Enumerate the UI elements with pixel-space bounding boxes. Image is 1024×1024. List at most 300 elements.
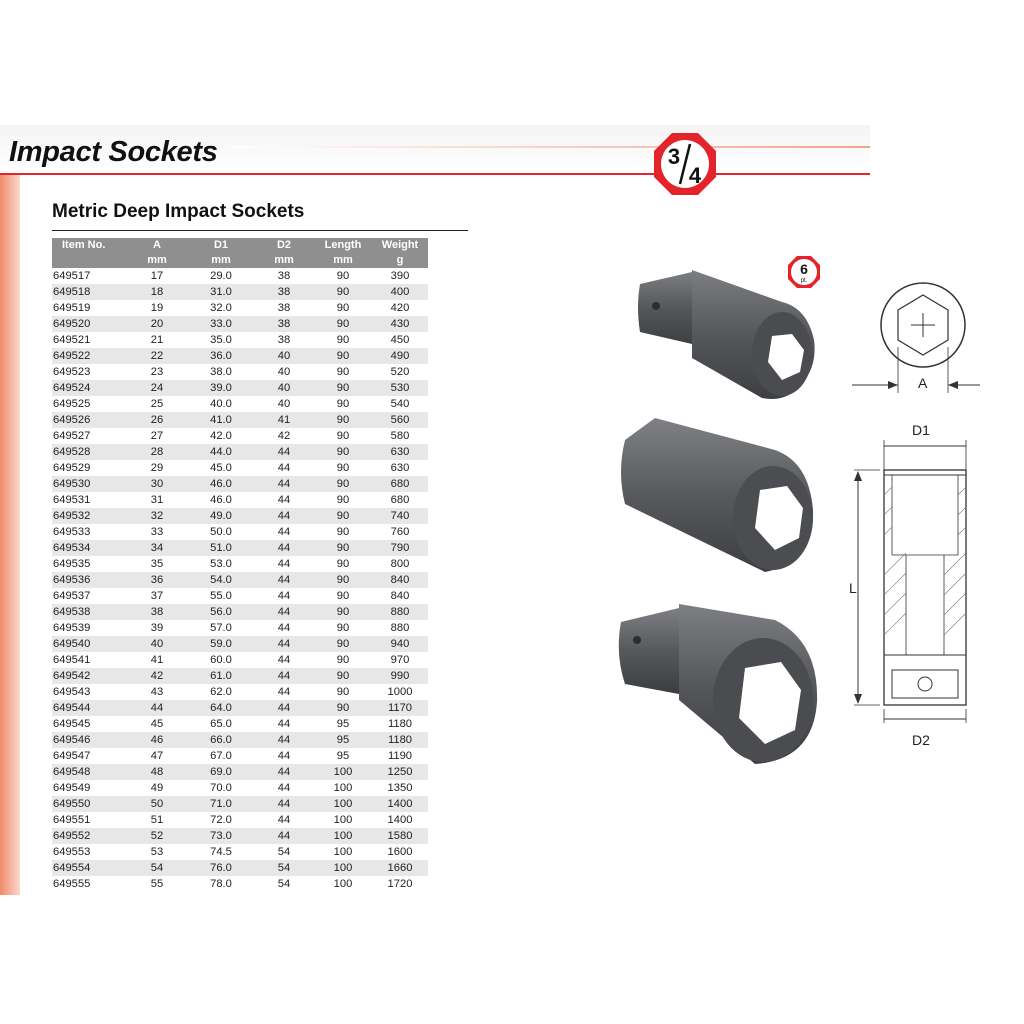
table-cell: 420	[390, 302, 410, 314]
table-cell: 44	[277, 622, 291, 634]
six-point-value: 6	[800, 261, 808, 277]
table-cell: 40	[254, 380, 314, 396]
table-cell: 56.0	[188, 604, 254, 620]
table-cell: 649530	[52, 476, 126, 492]
table-cell: 100	[333, 782, 353, 794]
left-edge-band	[0, 175, 20, 895]
table-cell: 44	[277, 686, 291, 698]
table-cell: 90	[336, 398, 350, 410]
table-row	[52, 396, 428, 412]
table-cell: 649555	[53, 878, 91, 890]
table-cell: 90	[336, 462, 350, 474]
table-cell: 520	[390, 366, 410, 378]
table-cell: 649533	[53, 526, 91, 538]
table-cell: 44	[254, 476, 314, 492]
table-cell: 44	[277, 654, 291, 666]
table-row	[52, 668, 428, 684]
dim-label-d2: D2	[912, 732, 930, 748]
table-cell: 100	[314, 764, 372, 780]
table-cell: 90	[336, 654, 350, 666]
col-unit-d2: mm	[254, 253, 314, 268]
table-cell: 90	[314, 668, 372, 684]
table-cell: 38	[126, 604, 188, 620]
table-cell: 44	[254, 700, 314, 716]
table-cell: 1720	[387, 878, 413, 890]
table-cell: 41	[254, 412, 314, 428]
table-cell: 90	[314, 284, 372, 300]
table-cell: 76.0	[188, 860, 254, 876]
table-cell: 100	[314, 828, 372, 844]
table-cell: 1000	[387, 686, 413, 698]
table-row	[52, 492, 428, 508]
table-cell: 39.0	[188, 380, 254, 396]
table-cell: 18	[126, 284, 188, 300]
table-cell: 22	[126, 348, 188, 364]
table-cell: 649549	[53, 782, 91, 794]
col-unit-weight: g	[372, 253, 428, 268]
table-cell: 95	[314, 732, 372, 748]
table-cell: 50	[126, 796, 188, 812]
table-cell: 90	[336, 430, 350, 442]
table-cell: 1660	[372, 860, 428, 876]
header-fade-rule	[230, 146, 870, 148]
table-header-row	[52, 238, 428, 253]
spec-table	[52, 238, 428, 892]
table-cell: 680	[372, 476, 428, 492]
table-cell: 57.0	[210, 622, 232, 634]
table-cell: 580	[390, 430, 410, 442]
table-cell: 49.0	[188, 508, 254, 524]
table-row	[52, 524, 428, 540]
table-cell: 100	[333, 878, 353, 890]
table-row	[52, 636, 428, 652]
table-cell: 62.0	[210, 686, 232, 698]
table-cell: 36.0	[188, 348, 254, 364]
table-cell: 630	[372, 444, 428, 460]
table-cell: 649541	[53, 654, 91, 666]
table-row	[52, 812, 428, 828]
table-row	[52, 412, 428, 428]
table-cell: 55.0	[210, 590, 232, 602]
table-cell: 90	[314, 636, 372, 652]
table-cell: 649527	[53, 430, 91, 442]
table-cell: 649520	[52, 316, 126, 332]
table-cell: 38	[277, 270, 291, 282]
table-cell: 78.0	[210, 878, 232, 890]
table-cell: 33.0	[188, 316, 254, 332]
table-cell: 24	[126, 380, 188, 396]
table-cell: 44	[254, 732, 314, 748]
table-cell: 44.0	[188, 444, 254, 460]
section-title: Metric Deep Impact Sockets	[52, 201, 305, 222]
table-cell: 54	[254, 860, 314, 876]
six-point-unit: pt.	[800, 278, 808, 284]
table-cell: 649542	[52, 668, 126, 684]
table-cell: 44	[277, 526, 291, 538]
table-cell: 44	[254, 604, 314, 620]
table-cell: 90	[336, 270, 350, 282]
table-cell: 90	[314, 412, 372, 428]
col-header-d2: D2	[254, 238, 314, 253]
table-cell: 41.0	[188, 412, 254, 428]
table-row	[52, 716, 428, 732]
table-cell: 649534	[52, 540, 126, 556]
table-cell: 74.5	[210, 846, 232, 858]
table-cell: 73.0	[188, 828, 254, 844]
table-cell: 1180	[372, 732, 428, 748]
table-cell: 46.0	[210, 494, 232, 506]
table-cell: 46	[126, 732, 188, 748]
table-row	[52, 588, 428, 604]
table-cell: 649529	[53, 462, 91, 474]
table-cell: 649518	[52, 284, 126, 300]
table-cell: 44	[254, 540, 314, 556]
table-cell: 649543	[53, 686, 91, 698]
table-cell: 649551	[53, 814, 91, 826]
table-cell: 32.0	[210, 302, 232, 314]
socket-photo-large	[615, 592, 825, 767]
table-row	[52, 796, 428, 812]
table-cell: 44	[277, 782, 291, 794]
drive-badge-denominator: 4	[688, 163, 702, 188]
table-cell: 60.0	[210, 654, 232, 666]
table-cell: 44	[126, 700, 188, 716]
table-cell: 1170	[372, 700, 428, 716]
table-cell: 649536	[52, 572, 126, 588]
table-cell: 20	[126, 316, 188, 332]
table-cell: 880	[372, 604, 428, 620]
table-row	[52, 604, 428, 620]
col-unit-d1: mm	[188, 253, 254, 268]
table-row	[52, 748, 428, 764]
table-cell: 990	[372, 668, 428, 684]
table-cell: 44	[277, 558, 291, 570]
table-row	[52, 572, 428, 588]
table-cell: 21	[150, 334, 164, 346]
table-cell: 33	[150, 526, 164, 538]
table-cell: 760	[390, 526, 410, 538]
col-header-item-no: Item No.	[52, 238, 126, 253]
table-row	[52, 860, 428, 876]
table-cell: 44	[254, 828, 314, 844]
table-cell: 800	[390, 558, 410, 570]
table-cell: 649547	[53, 750, 91, 762]
table-cell: 95	[336, 750, 350, 762]
table-cell: 54	[126, 860, 188, 876]
table-cell: 35.0	[210, 334, 232, 346]
table-cell: 1400	[372, 796, 428, 812]
table-row	[52, 700, 428, 716]
table-cell: 59.0	[188, 636, 254, 652]
table-row	[52, 332, 428, 348]
header-red-rule	[0, 173, 870, 175]
table-row	[52, 732, 428, 748]
table-cell: 940	[372, 636, 428, 652]
table-cell: 649522	[52, 348, 126, 364]
table-cell: 649532	[52, 508, 126, 524]
table-cell: 25	[150, 398, 164, 410]
table-row	[52, 508, 428, 524]
col-header-weight: Weight	[372, 238, 428, 253]
table-cell: 649531	[53, 494, 91, 506]
table-cell: 90	[314, 700, 372, 716]
table-cell: 649526	[52, 412, 126, 428]
table-cell: 70.0	[210, 782, 232, 794]
table-cell: 71.0	[188, 796, 254, 812]
table-cell: 649523	[53, 366, 91, 378]
table-cell: 90	[314, 540, 372, 556]
table-row	[52, 284, 428, 300]
table-cell: 67.0	[210, 750, 232, 762]
table-cell: 54.0	[188, 572, 254, 588]
table-cell: 69.0	[188, 764, 254, 780]
table-cell: 29.0	[210, 270, 232, 282]
table-cell: 100	[314, 860, 372, 876]
table-cell: 45.0	[210, 462, 232, 474]
table-cell: 44	[277, 750, 291, 762]
table-cell: 66.0	[188, 732, 254, 748]
col-unit-length: mm	[314, 253, 372, 268]
table-cell: 46.0	[188, 476, 254, 492]
table-row	[52, 876, 428, 892]
drive-badge-numerator: 3	[667, 144, 681, 169]
table-cell: 400	[372, 284, 428, 300]
table-cell: 51	[150, 814, 164, 826]
table-cell: 1600	[387, 846, 413, 858]
table-cell: 40	[126, 636, 188, 652]
table-cell: 29	[150, 462, 164, 474]
table-row	[52, 300, 428, 316]
table-cell: 54	[277, 878, 291, 890]
dim-label-a: A	[918, 375, 928, 391]
table-cell: 28	[126, 444, 188, 460]
table-cell: 90	[314, 444, 372, 460]
table-cell: 649548	[52, 764, 126, 780]
table-cell: 649540	[52, 636, 126, 652]
table-cell: 649519	[53, 302, 91, 314]
dim-label-length: L	[849, 580, 857, 596]
table-cell: 30	[126, 476, 188, 492]
table-cell: 61.0	[188, 668, 254, 684]
table-cell: 52	[126, 828, 188, 844]
table-cell: 90	[336, 526, 350, 538]
table-row	[52, 316, 428, 332]
table-cell: 38	[277, 334, 291, 346]
table-cell: 44	[277, 814, 291, 826]
table-cell: 43	[150, 686, 164, 698]
table-cell: 790	[372, 540, 428, 556]
table-cell: 450	[390, 334, 410, 346]
table-cell: 72.0	[210, 814, 232, 826]
table-cell: 560	[372, 412, 428, 428]
table-cell: 27	[150, 430, 164, 442]
table-cell: 90	[336, 622, 350, 634]
table-cell: 1190	[387, 750, 413, 762]
table-cell: 64.0	[188, 700, 254, 716]
table-cell: 649545	[53, 718, 91, 730]
table-cell: 44	[277, 590, 291, 602]
table-cell: 680	[390, 494, 410, 506]
table-cell: 40	[254, 348, 314, 364]
section-rule	[52, 230, 468, 231]
table-cell: 649537	[53, 590, 91, 602]
table-cell: 90	[314, 508, 372, 524]
table-cell: 100	[314, 796, 372, 812]
table-cell: 649521	[53, 334, 91, 346]
table-cell: 649517	[53, 270, 91, 282]
table-cell: 649550	[52, 796, 126, 812]
table-cell: 649552	[52, 828, 126, 844]
table-cell: 649539	[53, 622, 91, 634]
table-cell: 649535	[53, 558, 91, 570]
table-cell: 649553	[53, 846, 91, 858]
table-cell: 840	[372, 572, 428, 588]
table-cell: 44	[254, 668, 314, 684]
table-row	[52, 556, 428, 572]
col-header-d1: D1	[188, 238, 254, 253]
table-cell: 1180	[387, 718, 413, 730]
table-cell: 36	[126, 572, 188, 588]
table-cell: 38.0	[210, 366, 232, 378]
table-cell: 31	[150, 494, 164, 506]
technical-drawing	[840, 275, 1010, 755]
table-cell: 39	[150, 622, 164, 634]
table-cell: 42	[126, 668, 188, 684]
table-cell: 90	[314, 316, 372, 332]
table-cell: 1400	[387, 814, 413, 826]
table-cell: 45	[150, 718, 164, 730]
table-row	[52, 476, 428, 492]
table-cell: 649554	[52, 860, 126, 876]
table-row	[52, 780, 428, 796]
table-cell: 840	[390, 590, 410, 602]
socket-photo-medium	[615, 412, 825, 577]
table-cell: 1350	[387, 782, 413, 794]
table-cell: 53	[150, 846, 164, 858]
table-cell: 34	[126, 540, 188, 556]
table-cell: 23	[150, 366, 164, 378]
table-cell: 49	[150, 782, 164, 794]
table-cell: 37	[150, 590, 164, 602]
table-cell: 90	[336, 334, 350, 346]
table-cell: 65.0	[210, 718, 232, 730]
table-cell: 649544	[52, 700, 126, 716]
table-row	[52, 348, 428, 364]
table-row	[52, 764, 428, 780]
table-row	[52, 444, 428, 460]
table-cell: 649524	[52, 380, 126, 396]
table-cell: 430	[372, 316, 428, 332]
table-row	[52, 684, 428, 700]
table-row	[52, 828, 428, 844]
table-cell: 880	[390, 622, 410, 634]
table-cell: 530	[372, 380, 428, 396]
table-cell: 90	[336, 558, 350, 570]
table-row	[52, 460, 428, 476]
dim-label-d1: D1	[912, 422, 930, 438]
table-cell: 32	[126, 508, 188, 524]
table-cell: 38	[277, 302, 291, 314]
table-row	[52, 268, 428, 284]
drive-size-badge	[652, 131, 718, 197]
table-cell: 100	[333, 846, 353, 858]
col-unit-a: mm	[126, 253, 188, 268]
table-row	[52, 380, 428, 396]
table-cell: 390	[390, 270, 410, 282]
table-cell: 649525	[53, 398, 91, 410]
table-cell: 90	[336, 494, 350, 506]
table-cell: 740	[372, 508, 428, 524]
table-cell: 17	[150, 270, 164, 282]
table-row	[52, 540, 428, 556]
col-header-length: Length	[314, 238, 372, 253]
table-body	[52, 268, 428, 892]
table-cell: 44	[254, 764, 314, 780]
socket-cross-section	[884, 470, 966, 705]
table-cell: 90	[336, 366, 350, 378]
table-cell: 90	[314, 348, 372, 364]
table-cell: 970	[390, 654, 410, 666]
table-row	[52, 620, 428, 636]
table-cell: 100	[333, 814, 353, 826]
table-cell: 42	[277, 430, 291, 442]
table-cell: 48	[126, 764, 188, 780]
table-cell: 40	[277, 366, 291, 378]
socket-photo-small	[632, 262, 832, 407]
table-cell: 1250	[372, 764, 428, 780]
table-cell: 490	[372, 348, 428, 364]
table-cell: 50.0	[210, 526, 232, 538]
table-cell: 42.0	[210, 430, 232, 442]
table-cell: 44	[254, 636, 314, 652]
table-cell: 90	[314, 572, 372, 588]
table-cell: 630	[390, 462, 410, 474]
col-unit-item-no	[52, 253, 126, 268]
table-cell: 649546	[52, 732, 126, 748]
table-cell: 44	[254, 572, 314, 588]
table-cell: 44	[277, 494, 291, 506]
table-cell: 90	[336, 686, 350, 698]
table-cell: 35	[150, 558, 164, 570]
table-cell: 26	[126, 412, 188, 428]
col-header-a: A	[126, 238, 188, 253]
table-cell: 90	[336, 302, 350, 314]
table-cell: 44	[254, 796, 314, 812]
table-cell: 38	[254, 284, 314, 300]
table-cell: 90	[314, 476, 372, 492]
table-cell: 90	[336, 590, 350, 602]
table-cell: 54	[277, 846, 291, 858]
table-cell: 1580	[372, 828, 428, 844]
table-cell: 44	[254, 508, 314, 524]
table-cell: 95	[336, 718, 350, 730]
table-cell: 41	[150, 654, 164, 666]
table-cell: 53.0	[210, 558, 232, 570]
table-cell: 40.0	[210, 398, 232, 410]
table-row	[52, 428, 428, 444]
table-cell: 44	[254, 444, 314, 460]
table-cell: 649528	[52, 444, 126, 460]
table-cell: 55	[150, 878, 164, 890]
table-cell: 19	[150, 302, 164, 314]
table-unit-row	[52, 253, 428, 268]
table-cell: 44	[277, 718, 291, 730]
table-cell: 540	[390, 398, 410, 410]
page-title: Impact Sockets	[9, 136, 218, 168]
table-cell: 38	[254, 316, 314, 332]
table-cell: 51.0	[188, 540, 254, 556]
table-row	[52, 652, 428, 668]
